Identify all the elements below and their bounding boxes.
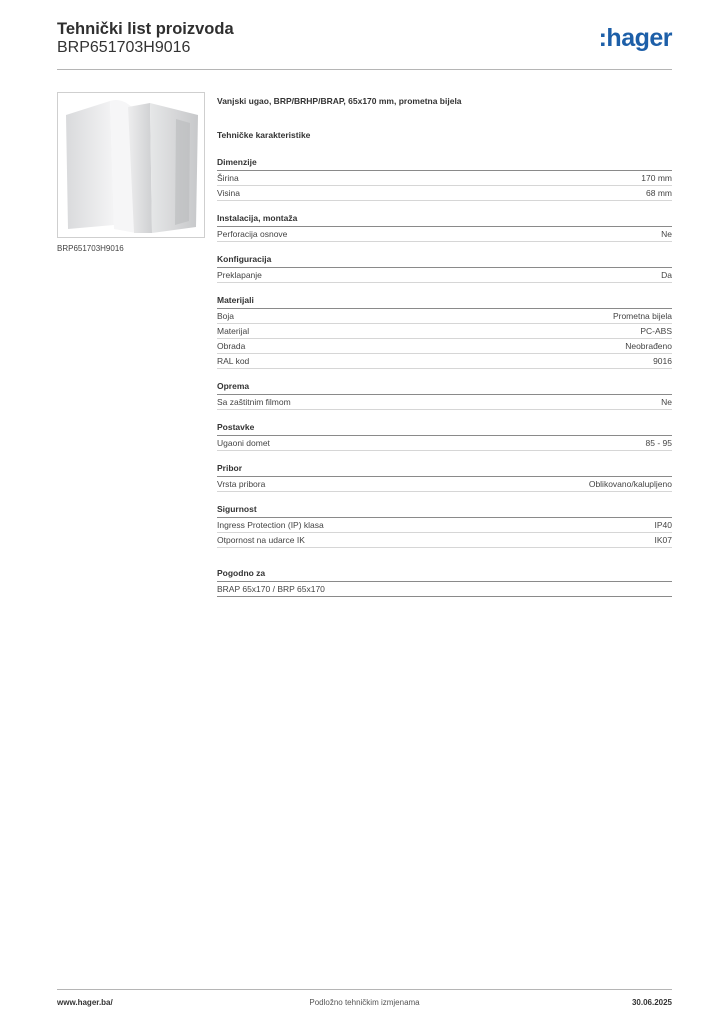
spec-label: Otpornost na udarce IK bbox=[217, 535, 305, 545]
section-installation bbox=[217, 210, 672, 242]
spec-value: 9016 bbox=[653, 356, 672, 366]
section-title: Postavke bbox=[217, 419, 672, 436]
footer-url[interactable]: www.hager.ba/ bbox=[57, 998, 113, 1007]
section-title: Konfiguracija bbox=[217, 251, 672, 268]
document-title: Tehnički list proizvoda bbox=[57, 20, 234, 38]
section-title: Sigurnost bbox=[217, 501, 672, 518]
section-title: Pribor bbox=[217, 460, 672, 477]
section-configuration bbox=[217, 251, 672, 283]
spec-label: Vrsta pribora bbox=[217, 479, 266, 489]
spec-row bbox=[217, 309, 672, 324]
section-title: Instalacija, montaža bbox=[217, 210, 672, 227]
product-description: Vanjski ugao, BRP/BRHP/BRAP, 65x170 mm, prometna bijela bbox=[217, 96, 462, 106]
section-title: Dimenzije bbox=[217, 154, 672, 171]
spec-value: 85 - 95 bbox=[645, 438, 672, 448]
spec-label: RAL kod bbox=[217, 356, 250, 366]
spec-value: Da bbox=[661, 270, 672, 280]
spec-row bbox=[217, 186, 672, 201]
technical-characteristics-title: Tehničke karakteristike bbox=[217, 130, 311, 140]
section-accessories bbox=[217, 460, 672, 492]
spec-label: Materijal bbox=[217, 326, 250, 336]
spec-row bbox=[217, 171, 672, 186]
section-materials bbox=[217, 292, 672, 369]
spec-label: Perforacija osnove bbox=[217, 229, 288, 239]
footer-note: Podložno tehničkim izmjenama bbox=[309, 998, 420, 1007]
spec-row bbox=[217, 354, 672, 369]
spec-value: Prometna bijela bbox=[612, 311, 672, 321]
spec-value: Ne bbox=[661, 229, 672, 239]
spec-row bbox=[217, 268, 672, 283]
spec-value: 170 mm bbox=[641, 173, 672, 183]
spec-content bbox=[217, 96, 672, 548]
image-caption: BRP651703H9016 bbox=[57, 244, 124, 253]
compatible-value: BRAP 65x170 / BRP 65x170 bbox=[217, 584, 325, 594]
spec-label: Preklapanje bbox=[217, 270, 262, 280]
spec-label: Visina bbox=[217, 188, 240, 198]
section-settings bbox=[217, 419, 672, 451]
spec-value: Ne bbox=[661, 397, 672, 407]
section-title: Pogodno za bbox=[217, 565, 672, 582]
spec-value: Oblikovano/kalupljeno bbox=[588, 479, 672, 489]
spec-row bbox=[217, 518, 672, 533]
spec-label: Širina bbox=[217, 173, 239, 183]
compatible-row bbox=[217, 582, 672, 597]
product-code: BRP651703H9016 bbox=[57, 39, 191, 56]
spec-value: Neobrađeno bbox=[625, 341, 672, 351]
spec-row bbox=[217, 477, 672, 492]
page-header bbox=[57, 20, 672, 70]
page-footer bbox=[57, 989, 672, 1012]
spec-label: Obrada bbox=[217, 341, 246, 351]
section-equipment bbox=[217, 378, 672, 410]
spec-label: Ugaoni domet bbox=[217, 438, 270, 448]
hager-logo: :hager bbox=[598, 24, 672, 52]
spec-value: 68 mm bbox=[646, 188, 672, 198]
spec-row bbox=[217, 324, 672, 339]
spec-value: PC-ABS bbox=[640, 326, 672, 336]
spec-label: Boja bbox=[217, 311, 235, 321]
spec-label: Sa zaštitnim filmom bbox=[217, 397, 291, 407]
corner-piece-illustration bbox=[58, 93, 204, 237]
section-dimensions bbox=[217, 154, 672, 201]
product-image bbox=[57, 92, 205, 238]
section-title: Oprema bbox=[217, 378, 672, 395]
spec-row bbox=[217, 436, 672, 451]
spec-row bbox=[217, 339, 672, 354]
spec-row bbox=[217, 395, 672, 410]
section-safety bbox=[217, 501, 672, 548]
spec-value: IK07 bbox=[654, 535, 672, 545]
spec-label: Ingress Protection (IP) klasa bbox=[217, 520, 324, 530]
footer-date: 30.06.2025 bbox=[631, 998, 672, 1007]
spec-row bbox=[217, 533, 672, 548]
section-title: Materijali bbox=[217, 292, 672, 309]
compatible-with-section bbox=[217, 565, 672, 597]
spec-value: IP40 bbox=[654, 520, 672, 530]
spec-row bbox=[217, 227, 672, 242]
